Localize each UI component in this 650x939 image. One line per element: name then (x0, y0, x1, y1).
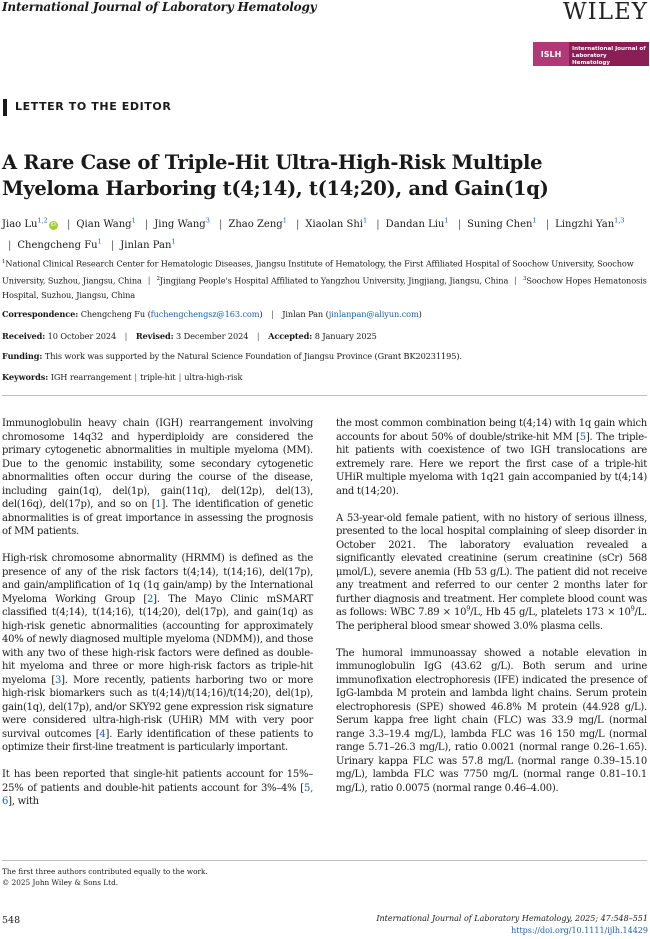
journal-running-head: International Journal of Laboratory Hematology (2, 0, 317, 14)
author-separator: | (8, 239, 12, 251)
header-divider (2, 395, 647, 396)
author-affiliation-ref: 1 (532, 217, 537, 225)
text-run: ]. The triple-hit patients with coexistence of two IGH translocations are extremely rare. Here we report the first case of a triple-hit UHiR multiple myeloma with 1q21 gain accompanied by t(4;14) and t(14;20). (336, 431, 648, 497)
author-separator: | (296, 219, 300, 231)
citation-text: International Journal of Laboratory Hematology, 2025; 47:548–551 (376, 914, 648, 923)
revised-label: Revised: (135, 331, 174, 341)
text-run: ]. The identification of genetic abnormalities is of great importance in assessing the prognosis of MM patients. (2, 499, 314, 537)
funding-text: This work was supported by the Natural Science Foundation of Jiangsu Province (Grant BK20231195). (44, 351, 462, 361)
keywords (2, 371, 242, 383)
author-separator: | (545, 219, 550, 231)
author[interactable] (120, 237, 176, 251)
author[interactable] (154, 219, 210, 230)
keyword[interactable]: ultra-high-risk (184, 372, 243, 382)
affiliation-number: 2 (156, 275, 160, 282)
text-run: It has been reported that single-hit patients account for 15%–25% of patients and double-hit patients account for 3%–4% [ (2, 769, 313, 794)
author-affiliation-ref: 1 (97, 237, 102, 246)
reference-link[interactable]: 5, 6 (2, 782, 313, 807)
body-paragraph (2, 768, 313, 809)
author[interactable] (228, 219, 286, 230)
author-name: Jiao Lu (2, 219, 38, 231)
title-line-1: A Rare Case of Triple-Hit Ultra-High-Risk Multiple (2, 151, 543, 174)
text-run: The humoral immunoassay showed a notable elevation in immunoglobulin IgG (43.62 g/L). Both serum and urine immunofixation electrophoresis (IFE) indicated the presence of IgG-lambda M protein and lambda light chains. Serum protein electrophoresis (SPE) showed 46.8% M protein (44.928 g/L). Serum kappa free light chain (FLC) was 33.9 mg/L (normal range 3.3–19.4 mg/L), lambda FLC was 16 150 mg/L (normal range 5.71–26.3 mg/L), ratio 0.0021 (normal range 0.26–1.65). Urinary kappa FLC was 57.8 mg/L (normal range 0.39–15.10 mg/L), lambda FLC was 7750 mg/L (normal range 0.81–10.1 mg/L), ratio 0.0075 (normal range 0.46–4.00). (336, 647, 647, 794)
doi-link[interactable]: https://doi.org/10.1111/ijlh.14429 (511, 926, 648, 935)
correspondence-name-2: Jinlan Pan (282, 309, 324, 319)
right-column (336, 417, 647, 809)
keyword-separator: | (178, 372, 182, 382)
author-affiliation-ref: 3 (205, 217, 210, 225)
author-affiliation-ref: 1,2 (37, 217, 48, 225)
author[interactable] (555, 219, 624, 230)
text-run: High-risk chromosome abnormality (HRMM) is defined as the presence of any of the risk factors t(4;14), t(14;16), del(17p), and gain/amplification of 1q (1q gain/amp) by the International Myeloma Working Group [ (2, 553, 313, 605)
correspondence-name-1: Chengcheng Fu (80, 309, 146, 319)
author-affiliation-ref: 1 (171, 237, 176, 246)
author[interactable] (2, 219, 58, 230)
author-affiliation-ref: 1 (282, 217, 287, 225)
affiliation-text: Jingjiang People's Hospital Affiliated to Yangzhou University, Jingjiang, Jiangsu, China (159, 275, 509, 286)
affiliations (2, 255, 647, 303)
author-separator: | (144, 219, 149, 231)
author[interactable] (467, 219, 537, 230)
author-name: Jing Wang (154, 219, 206, 231)
islh-logo: ISLH (533, 42, 569, 66)
badge-journal-name: International Journal of Laboratory Hematology (569, 42, 649, 66)
reference-link[interactable]: 5 (579, 431, 586, 443)
page-number: 548 (2, 915, 21, 926)
author-name: Xiaolan Shi (305, 219, 363, 231)
title-line-2: Myeloma Harboring t(4;14), t(14;20), and Gain(1q) (2, 177, 549, 200)
author-name: Qian Wang (76, 219, 132, 231)
correspondence-email-2[interactable]: jinlanpan@aliyun.com (328, 309, 419, 319)
article-dates: Received: 10 October 2024 | Revised: 3 December 2024 | Accepted: 8 January 2025 (2, 331, 377, 341)
text-run: ]. Early identification of these patients to optimize their first-line treatment is particularly important. (2, 728, 313, 753)
section-label: LETTER TO THE EDITOR (15, 100, 172, 113)
keyword[interactable]: triple-hit (140, 372, 176, 382)
correspondence-email-1[interactable]: fuchengchengsz@163.com (150, 309, 260, 319)
text-run: ]. More recently, patients harboring two or more high-risk biomarkers such as t(4;14)/t(14;16)/t(14;20), del(1p), gain(1q), del(17p), and/or SKY92 gene expression risk signature were considered ultra-high-risk (UHiR) MM with very poor survival outcomes [ (2, 674, 314, 740)
footnote: The first three authors contributed equally to the work. (2, 867, 208, 876)
keywords-label: Keywords: (2, 372, 49, 382)
affiliation-text: National Clinical Research Center for Hematologic Diseases, Jiangsu Institute of Hematology, the First Affiliated Hospital of Soochow University, Soochow University, Suzhou, Jiangsu, China (2, 258, 634, 286)
reference-link[interactable]: 2 (147, 593, 154, 605)
received-label: Received: (2, 331, 46, 341)
keyword-separator: | (134, 372, 138, 382)
author[interactable] (76, 219, 135, 230)
affiliation-separator: | (514, 275, 517, 286)
text-run: /L. The peripheral blood smear showed 3.0% plasma cells. (336, 607, 647, 632)
text-run: /L, Hb 45 g/L, platelets 173 × 10 (470, 607, 631, 618)
correspondence: Correspondence: Chengcheng Fu (fuchengchengsz@163.com) | Jinlan Pan (jinlanpan@aliyun.com) (2, 309, 422, 319)
citation-block (376, 913, 648, 937)
author-affiliation-ref: 1 (131, 217, 136, 225)
reference-link[interactable]: 3 (55, 674, 62, 686)
author[interactable] (386, 219, 449, 230)
author[interactable] (17, 237, 102, 251)
left-column (2, 417, 313, 822)
orcid-icon[interactable]: iD (50, 222, 56, 229)
received-date: 10 October 2024 (47, 331, 117, 341)
affiliation-number: 1 (2, 259, 6, 265)
funding-label: Funding: (2, 351, 43, 361)
author-name: Chengcheng Fu (17, 239, 98, 251)
text-run: ], with (8, 796, 39, 807)
author-affiliation-ref: 1 (444, 217, 449, 225)
text-run: A 53-year-old female patient, with no history of serious illness, presented to the local hospital complaining of sleep disorder in October 2021. The laboratory evaluation revealed a significantly elevated creatinine (serum creatinine (sCr) 568 μmol/L), severe anemia (Hb 53 g/L). The patient did not receive any treatment and referred to our center 2 months later for further diagnosis and treatment. Her complete blood count was as follows: WBC 7.89 × 10 (336, 512, 647, 618)
body-paragraph (336, 512, 647, 634)
author-affiliation-ref: 1 (362, 217, 368, 225)
author-name: Lingzhi Yan (555, 219, 615, 231)
reference-link[interactable]: 4 (99, 728, 106, 740)
copyright: © 2025 John Wiley & Sons Ltd. (2, 878, 119, 887)
author-name: Zhao Zeng (228, 219, 283, 231)
author[interactable] (305, 219, 367, 230)
author-name: Dandan Liu (385, 219, 445, 231)
affiliation-number: 3 (522, 275, 527, 282)
author-separator: | (219, 219, 223, 231)
revised-date: 3 December 2024 (176, 331, 249, 341)
text-run: the most common combination being t(4;14) with 1q gain which accounts for about 50% of double/strike-hit MM [ (336, 418, 647, 443)
reference-link[interactable]: 1 (155, 499, 162, 510)
text-run: Immunoglobulin heavy chain (IGH) rearrangement involving chromosome 14q32 and hyperdiploidy are considered the primary cytogenetic abnormalities in multiple myeloma (MM). Due to the genomic instability, some secondary cytogenetic abnormalities often occur during the course of the disease, including gain(1q), del(1p), gain(11q), del(12p), del(13), del(16q), del(17p), and so on [ (2, 418, 313, 510)
author-separator: | (376, 219, 380, 231)
author-name: Suning Chen (467, 219, 533, 231)
accepted-label: Accepted: (268, 331, 313, 341)
footnote-divider (2, 860, 647, 861)
section-marker (3, 99, 7, 116)
author-list (2, 213, 642, 254)
body-paragraph (2, 552, 313, 755)
text-run: ]. The Mayo Clinic mSMART classified t(4;14), t(14;16), t(14;20), del(17p), and gain(1q) as high-risk genetic abnormalities (accounting for approximately 40% of newly diagnosed multiple myeloma (NDMM)), and those with any two of these high-risk factors were defined as double-hit myeloma and three or more high-risk factors as triple-hit myeloma [ (2, 593, 313, 686)
superscript: 9 (630, 604, 635, 613)
body-paragraph (336, 417, 647, 498)
body-paragraph (336, 647, 647, 796)
author-affiliation-ref: 1,3 (614, 217, 625, 225)
publisher-logo: WILEY (563, 0, 648, 25)
journal-badge (533, 42, 649, 66)
author-name: Jinlan Pan (120, 239, 172, 251)
author-separator: | (110, 239, 115, 251)
author-separator: | (457, 219, 462, 231)
superscript: 9 (466, 604, 471, 613)
body-paragraph (2, 417, 313, 539)
correspondence-label: Correspondence: (2, 309, 79, 319)
affiliation-text: Soochow Hopes Hematonosis Hospital, Suzhou, Jiangsu, China (2, 275, 647, 301)
accepted-date: 8 January 2025 (314, 331, 377, 341)
funding (2, 350, 462, 362)
article-title (2, 150, 622, 202)
keyword[interactable]: IGH rearrangement (50, 372, 132, 382)
author-separator: | (66, 219, 71, 231)
affiliation-separator: | (147, 275, 151, 286)
